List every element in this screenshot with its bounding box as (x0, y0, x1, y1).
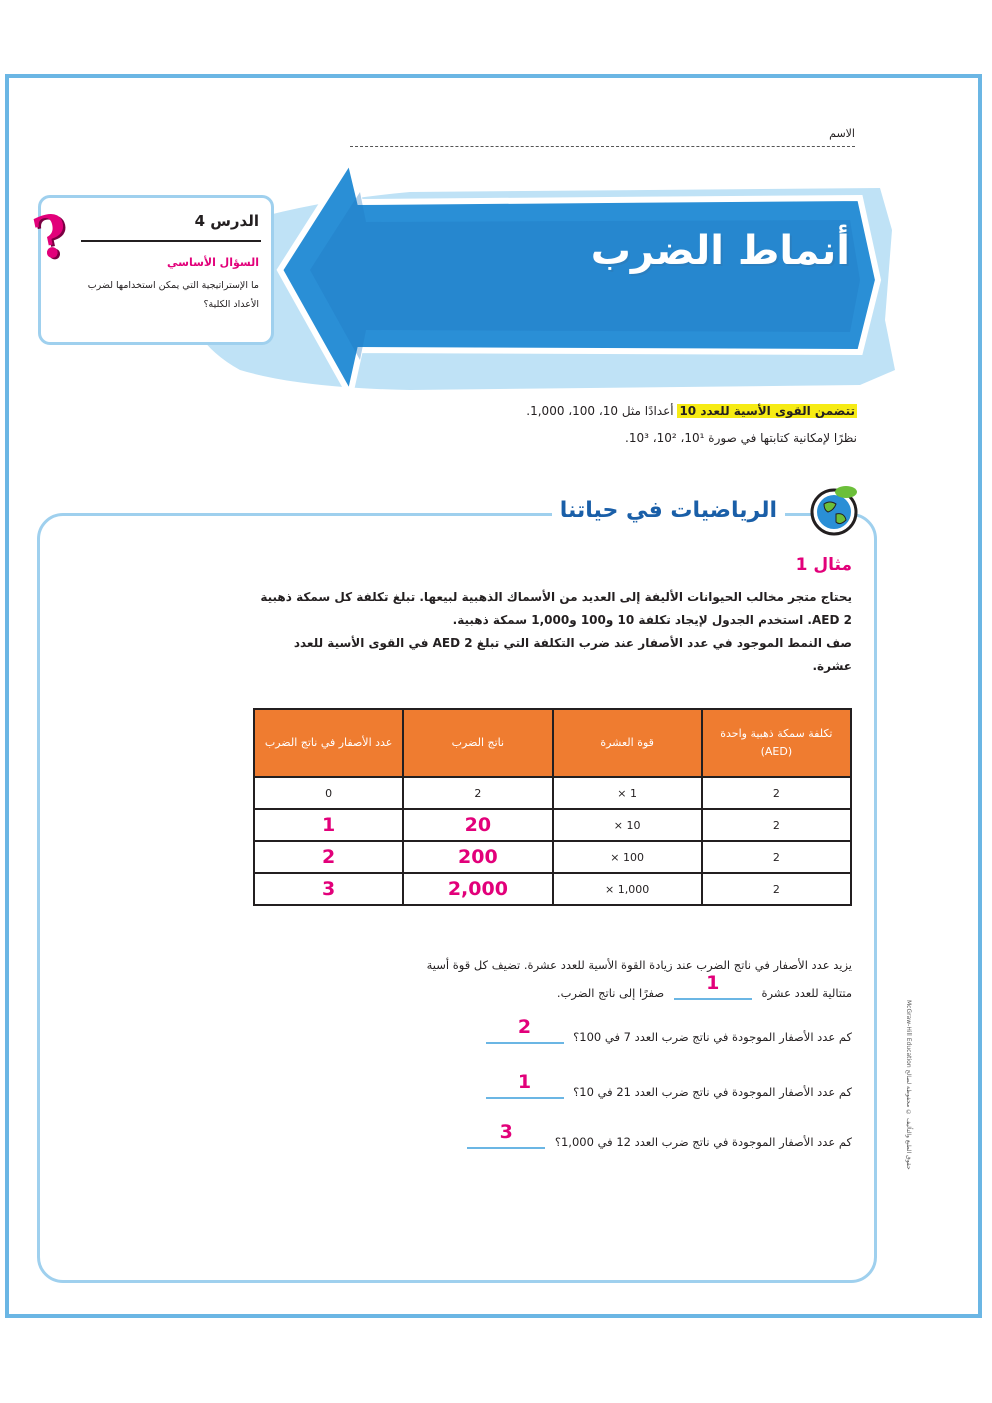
question-mark-icon: ? (27, 200, 75, 274)
question-3 (461, 1121, 852, 1149)
cell-cost: 2 (702, 809, 851, 841)
cell-zeros-answer: 1 (254, 809, 403, 841)
question-2-answer: 1 (517, 1071, 532, 1093)
cell-power: 10 × (553, 809, 702, 841)
table-row (254, 809, 851, 841)
cell-cost: 2 (702, 873, 851, 905)
lesson-title: أنماط الضرب (590, 228, 850, 274)
table-row (254, 873, 851, 905)
example-problem (252, 586, 852, 678)
copyright-side-note: McGraw-Hill Education حقوق الطبع والتأليف © محفوظة لصالح (905, 1000, 912, 1170)
pattern-sentence-1: يزيد عدد الأصفار في ناتج الضرب عند زيادة القوة الأسية للعدد عشرة. تضيف كل قوة أسية (426, 958, 852, 972)
question-3-answer-blank[interactable] (467, 1121, 545, 1149)
intro-text (297, 398, 857, 452)
cell-product: 2 (403, 777, 552, 809)
cell-product-answer: 20 (403, 809, 552, 841)
problem-paragraph-1: يحتاج متجر مخالب الحيوانات الأليفة إلى العديد من الأسماك الذهبية لبيعها. تبلغ تكلفة كل سمكة ذهبية 2 AED. استخدم الجدول لإيجاد تكلفة 10 و100 و1,000 سمكة ذهبية. (260, 590, 852, 627)
pattern-answer: 1 (706, 972, 720, 994)
cell-cost: 2 (702, 841, 851, 873)
intro-line-1-rest: أعدادًا مثل 10، 100، 1,000. (526, 404, 674, 418)
cell-product-answer: 2,000 (403, 873, 552, 905)
lesson-number: الدرس 4 (194, 212, 259, 230)
question-1 (480, 1016, 852, 1044)
cell-product-answer: 200 (403, 841, 552, 873)
lesson-card (38, 195, 274, 345)
example-title: مثال 1 (795, 555, 852, 575)
header-cost: تكلفة سمكة ذهبية واحدة (AED) (702, 709, 851, 777)
intro-highlight: تتضمن القوى الأسية للعدد 10 (679, 404, 855, 418)
header-zeros: عدد الأصفار في ناتج الضرب (254, 709, 403, 777)
question-2-text: كم عدد الأصفار الموجودة في ناتج ضرب العدد 21 في 10؟ (573, 1085, 852, 1099)
essential-question-text: ما الإستراتيجية التي يمكن استخدامها لضرب الأعداد الكلية؟ (87, 280, 259, 310)
question-1-answer-blank[interactable] (486, 1016, 564, 1044)
table-row (254, 841, 851, 873)
question-1-text: كم عدد الأصفار الموجودة في ناتج ضرب العدد 7 في 100؟ (573, 1030, 852, 1044)
cell-zeros: 0 (254, 777, 403, 809)
cell-power: 100 × (553, 841, 702, 873)
cell-zeros-answer: 2 (254, 841, 403, 873)
header-product: ناتج الضرب (403, 709, 552, 777)
table-row (254, 777, 851, 809)
question-3-answer: 3 (499, 1121, 513, 1143)
problem-paragraph-2: صف النمط الموجود في عدد الأصفار عند ضرب التكلفة التي تبلغ 2 AED في القوى الأسية للعدد عشرة. (293, 636, 852, 673)
question-1-answer: 2 (517, 1016, 532, 1038)
pattern-sentence-2 (556, 972, 852, 1000)
question-2 (480, 1071, 852, 1099)
intro-line-1 (297, 398, 857, 425)
name-label: الاسم (829, 127, 855, 140)
cell-zeros-answer: 3 (254, 873, 403, 905)
intro-line-2: نظرًا لإمكانية كتابتها في صورة 10¹، 10²، 10³. (625, 431, 857, 445)
section-title: الرياضيات في حياتنا (552, 498, 785, 523)
goldfish-table (253, 708, 852, 906)
table-header-row (254, 709, 851, 777)
question-3-text: كم عدد الأصفار الموجودة في ناتج ضرب العدد 12 في 1,000؟ (554, 1135, 852, 1149)
globe-icon (806, 482, 862, 538)
pattern-answer-blank[interactable] (674, 972, 752, 1000)
pattern-sentence-2-a: متتالية للعدد عشرة (761, 986, 852, 1000)
cell-power: 1 × (553, 777, 702, 809)
header-power-of-ten: قوة العشرة (553, 709, 702, 777)
lesson-card-rule (81, 240, 261, 242)
pattern-sentence-2-b: صفرًا إلى ناتج الضرب. (556, 986, 665, 1000)
essential-question-title: السؤال الأساسي (167, 256, 259, 269)
cell-power: 1,000 × (553, 873, 702, 905)
question-2-answer-blank[interactable] (486, 1071, 564, 1099)
cell-cost: 2 (702, 777, 851, 809)
